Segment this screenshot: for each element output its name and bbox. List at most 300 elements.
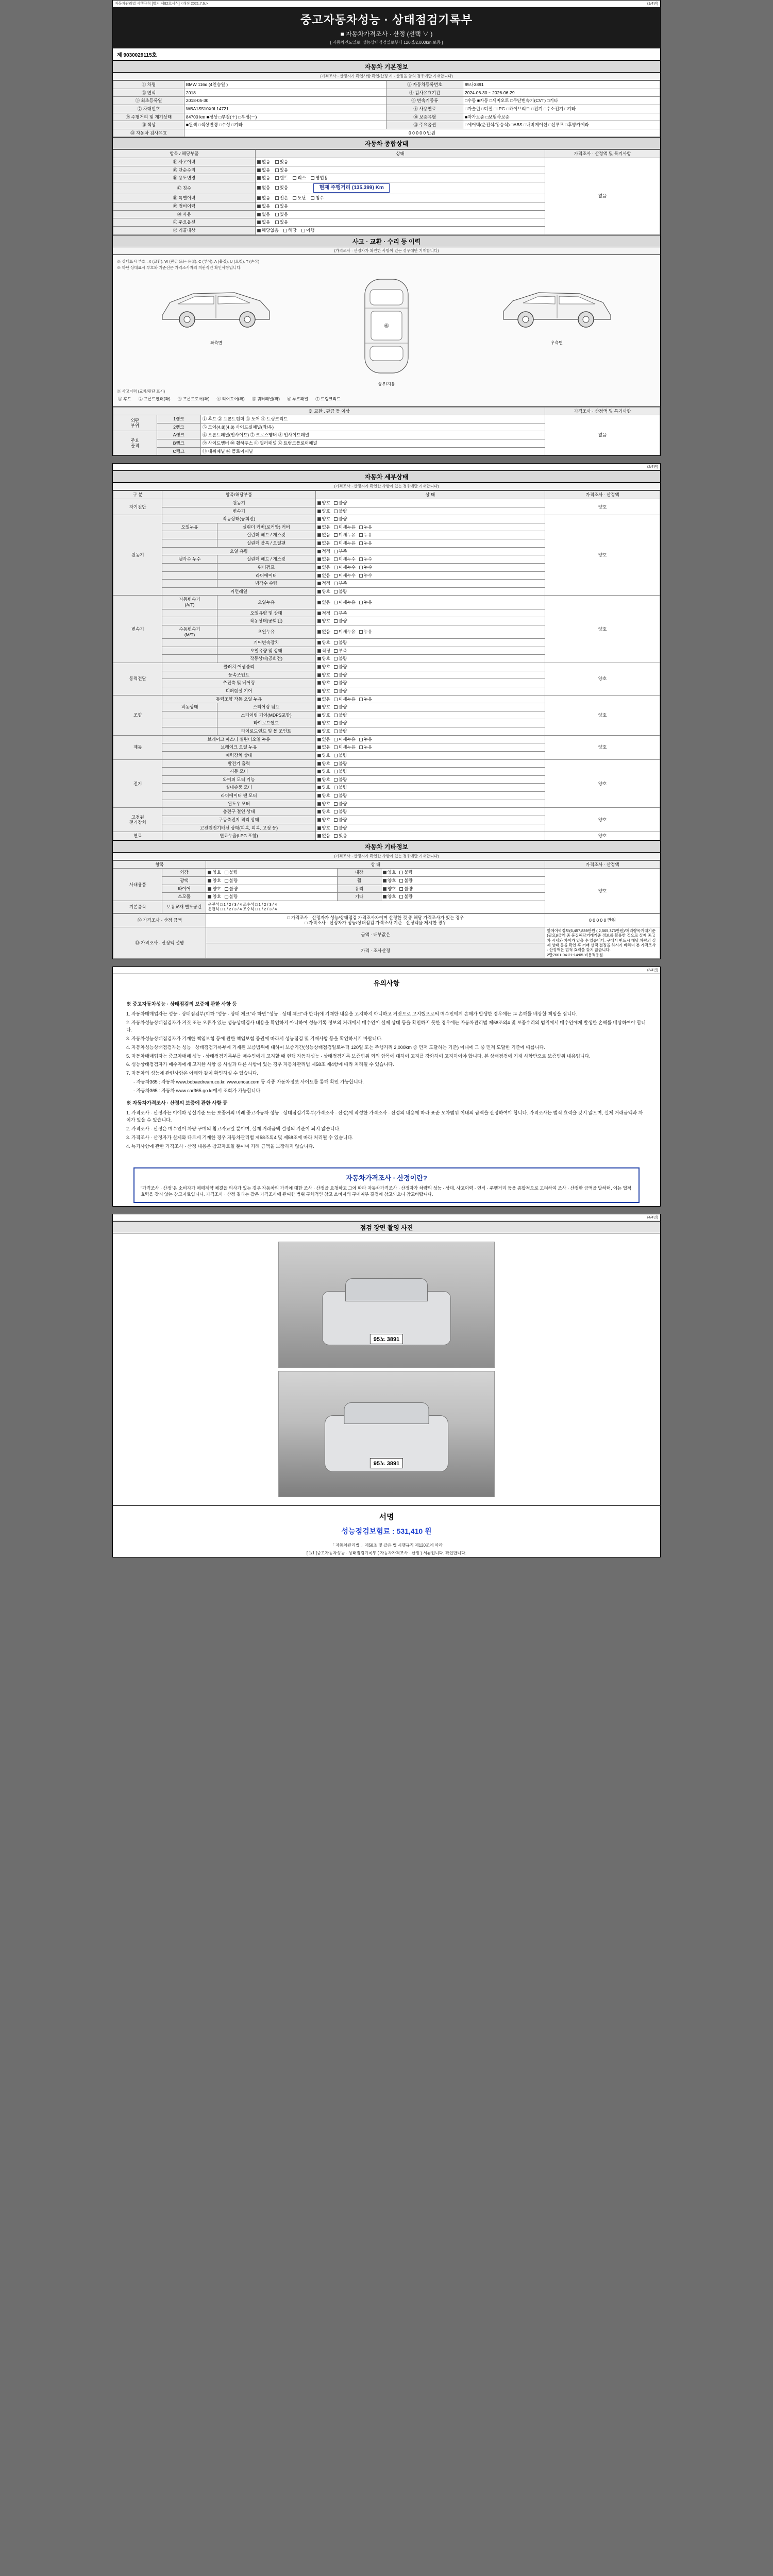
checkbox-icon[interactable] xyxy=(317,517,321,521)
checkbox-option[interactable] xyxy=(399,878,412,884)
checkbox-option[interactable] xyxy=(275,167,288,173)
detail-state-options[interactable] xyxy=(315,703,545,711)
detail-state-options[interactable] xyxy=(315,655,545,663)
checkbox-option[interactable] xyxy=(334,524,356,530)
checkbox-icon[interactable] xyxy=(317,566,321,569)
checkbox-option[interactable] xyxy=(275,219,288,225)
checkbox-option[interactable] xyxy=(334,761,347,767)
checkbox-icon[interactable] xyxy=(334,802,338,806)
checkbox-option[interactable] xyxy=(317,581,330,586)
overall-item-opts-1[interactable] xyxy=(255,166,545,174)
overall-item-opts-0[interactable] xyxy=(255,158,545,166)
detail-state-options[interactable] xyxy=(315,596,545,609)
checkbox-option[interactable] xyxy=(317,573,330,579)
checkbox-option[interactable] xyxy=(317,713,330,718)
checkbox-option[interactable] xyxy=(317,737,330,742)
checkbox-icon[interactable] xyxy=(317,778,321,782)
checkbox-icon[interactable] xyxy=(359,566,363,569)
checkbox-option[interactable] xyxy=(317,640,330,646)
etc-item-options-2[interactable] xyxy=(381,893,545,901)
checkbox-icon[interactable] xyxy=(208,879,211,883)
detail-state-options[interactable] xyxy=(315,768,545,776)
checkbox-option[interactable] xyxy=(383,878,396,884)
checkbox-icon[interactable] xyxy=(317,698,321,701)
checkbox-icon[interactable] xyxy=(293,196,296,200)
checkbox-icon[interactable] xyxy=(275,186,279,190)
checkbox-icon[interactable] xyxy=(399,871,403,874)
checkbox-icon[interactable] xyxy=(275,213,279,216)
checkbox-icon[interactable] xyxy=(317,526,321,529)
detail-state-options[interactable] xyxy=(315,539,545,548)
checkbox-option[interactable] xyxy=(334,540,356,546)
checkbox-icon[interactable] xyxy=(383,895,386,899)
checkbox-option[interactable] xyxy=(225,870,238,875)
checkbox-option[interactable] xyxy=(334,664,347,670)
checkbox-icon[interactable] xyxy=(334,619,338,623)
checkbox-icon[interactable] xyxy=(225,895,228,899)
checkbox-option[interactable] xyxy=(257,175,270,181)
checkbox-icon[interactable] xyxy=(334,665,338,669)
etc-item-options-2[interactable] xyxy=(381,869,545,877)
checkbox-option[interactable] xyxy=(359,556,372,562)
checkbox-option[interactable] xyxy=(334,833,347,839)
checkbox-option[interactable] xyxy=(334,549,347,554)
checkbox-icon[interactable] xyxy=(317,665,321,669)
checkbox-icon[interactable] xyxy=(311,176,314,180)
checkbox-option[interactable] xyxy=(317,532,330,538)
detail-state-options[interactable] xyxy=(315,507,545,515)
checkbox-icon[interactable] xyxy=(399,887,403,891)
checkbox-option[interactable] xyxy=(359,600,372,605)
checkbox-icon[interactable] xyxy=(311,196,314,200)
checkbox-option[interactable] xyxy=(359,737,372,742)
detail-state-options[interactable] xyxy=(315,587,545,596)
checkbox-icon[interactable] xyxy=(334,738,338,741)
checkbox-icon[interactable] xyxy=(334,778,338,782)
checkbox-option[interactable] xyxy=(208,886,221,892)
checkbox-option[interactable] xyxy=(359,697,372,702)
checkbox-option[interactable] xyxy=(359,629,372,635)
checkbox-option[interactable] xyxy=(283,228,296,233)
overall-item-opts-2[interactable] xyxy=(255,174,545,182)
detail-state-options[interactable] xyxy=(315,625,545,638)
checkbox-icon[interactable] xyxy=(275,168,279,172)
checkbox-option[interactable] xyxy=(317,509,330,514)
checkbox-icon[interactable] xyxy=(359,698,363,701)
checkbox-option[interactable] xyxy=(334,600,356,605)
checkbox-icon[interactable] xyxy=(334,582,338,585)
checkbox-option[interactable] xyxy=(317,648,330,654)
checkbox-option[interactable] xyxy=(257,204,270,209)
checkbox-option[interactable] xyxy=(208,878,221,884)
checkbox-option[interactable] xyxy=(275,204,288,209)
checkbox-option[interactable] xyxy=(383,886,396,892)
checkbox-icon[interactable] xyxy=(334,818,338,822)
checkbox-option[interactable] xyxy=(317,704,330,710)
checkbox-icon[interactable] xyxy=(334,770,338,773)
checkbox-option[interactable] xyxy=(334,825,347,831)
checkbox-icon[interactable] xyxy=(334,826,338,830)
checkbox-icon[interactable] xyxy=(359,574,363,578)
checkbox-option[interactable] xyxy=(317,761,330,767)
etc-item-options[interactable] xyxy=(206,877,338,885)
checkbox-option[interactable] xyxy=(334,728,347,734)
checkbox-icon[interactable] xyxy=(334,649,338,653)
checkbox-icon[interactable] xyxy=(317,601,321,604)
detail-state-options[interactable] xyxy=(315,792,545,800)
detail-state-options[interactable] xyxy=(315,499,545,507)
detail-state-options[interactable] xyxy=(315,759,545,768)
checkbox-option[interactable] xyxy=(317,524,330,530)
checkbox-icon[interactable] xyxy=(334,810,338,814)
detail-state-options[interactable] xyxy=(315,515,545,523)
checkbox-icon[interactable] xyxy=(334,745,338,749)
checkbox-icon[interactable] xyxy=(334,681,338,685)
checkbox-option[interactable] xyxy=(334,785,347,790)
price-check-2[interactable]: □ 가격조사 · 산정자가 성능/상태점검 가격조사 기준 · 산정액을 제시한 경우 xyxy=(305,920,447,926)
checkbox-icon[interactable] xyxy=(283,229,287,232)
checkbox-icon[interactable] xyxy=(317,582,321,585)
checkbox-option[interactable] xyxy=(275,159,288,165)
checkbox-option[interactable] xyxy=(334,581,347,586)
checkbox-icon[interactable] xyxy=(257,160,261,164)
checkbox-icon[interactable] xyxy=(317,673,321,677)
checkbox-icon[interactable] xyxy=(257,229,261,232)
checkbox-icon[interactable] xyxy=(399,879,403,883)
checkbox-icon[interactable] xyxy=(317,574,321,578)
checkbox-icon[interactable] xyxy=(317,721,321,725)
checkbox-option[interactable] xyxy=(257,212,270,217)
detail-state-options[interactable] xyxy=(315,571,545,580)
checkbox-icon[interactable] xyxy=(317,705,321,709)
checkbox-icon[interactable] xyxy=(293,176,296,180)
checkbox-option[interactable] xyxy=(334,589,347,595)
checkbox-icon[interactable] xyxy=(317,786,321,789)
checkbox-option[interactable] xyxy=(334,809,347,815)
checkbox-icon[interactable] xyxy=(208,887,211,891)
detail-state-options[interactable] xyxy=(315,719,545,727)
checkbox-icon[interactable] xyxy=(257,213,261,216)
checkbox-icon[interactable] xyxy=(317,590,321,594)
checkbox-option[interactable] xyxy=(257,167,270,173)
checkbox-icon[interactable] xyxy=(225,887,228,891)
checkbox-icon[interactable] xyxy=(334,526,338,529)
checkbox-option[interactable] xyxy=(317,516,330,522)
checkbox-icon[interactable] xyxy=(317,510,321,513)
detail-state-options[interactable] xyxy=(315,800,545,808)
checkbox-option[interactable] xyxy=(225,894,238,900)
checkbox-icon[interactable] xyxy=(334,714,338,717)
checkbox-icon[interactable] xyxy=(334,550,338,553)
checkbox-option[interactable] xyxy=(293,175,306,181)
checkbox-option[interactable] xyxy=(275,175,288,181)
checkbox-icon[interactable] xyxy=(317,533,321,537)
checkbox-option[interactable] xyxy=(317,720,330,726)
checkbox-option[interactable] xyxy=(334,532,356,538)
checkbox-icon[interactable] xyxy=(208,895,211,899)
checkbox-icon[interactable] xyxy=(317,738,321,741)
checkbox-option[interactable] xyxy=(317,744,330,750)
checkbox-option[interactable] xyxy=(399,886,412,892)
checkbox-option[interactable] xyxy=(334,516,347,522)
checkbox-icon[interactable] xyxy=(334,612,338,615)
checkbox-icon[interactable] xyxy=(334,566,338,569)
checkbox-option[interactable] xyxy=(334,509,347,514)
checkbox-option[interactable] xyxy=(383,870,396,875)
checkbox-option[interactable] xyxy=(334,556,356,562)
checkbox-option[interactable] xyxy=(257,185,270,191)
checkbox-option[interactable] xyxy=(317,540,330,546)
checkbox-icon[interactable] xyxy=(275,221,279,224)
checkbox-icon[interactable] xyxy=(334,786,338,789)
checkbox-option[interactable] xyxy=(317,600,330,605)
checkbox-icon[interactable] xyxy=(334,754,338,757)
detail-state-options[interactable] xyxy=(315,609,545,617)
etc-item-options[interactable] xyxy=(206,893,338,901)
checkbox-option[interactable] xyxy=(359,565,372,570)
checkbox-option[interactable] xyxy=(317,817,330,823)
checkbox-icon[interactable] xyxy=(225,879,228,883)
checkbox-option[interactable] xyxy=(334,629,356,635)
checkbox-icon[interactable] xyxy=(359,745,363,749)
checkbox-option[interactable] xyxy=(334,801,347,807)
checkbox-option[interactable] xyxy=(317,672,330,678)
checkbox-icon[interactable] xyxy=(334,590,338,594)
checkbox-option[interactable] xyxy=(334,680,347,686)
checkbox-icon[interactable] xyxy=(334,517,338,521)
checkbox-icon[interactable] xyxy=(317,818,321,822)
checkbox-icon[interactable] xyxy=(257,221,261,224)
checkbox-icon[interactable] xyxy=(399,895,403,899)
checkbox-option[interactable] xyxy=(334,618,347,624)
checkbox-icon[interactable] xyxy=(225,871,228,874)
checkbox-option[interactable] xyxy=(334,611,347,616)
checkbox-option[interactable] xyxy=(334,817,347,823)
checkbox-icon[interactable] xyxy=(334,762,338,766)
checkbox-icon[interactable] xyxy=(334,673,338,677)
checkbox-icon[interactable] xyxy=(317,762,321,766)
checkbox-icon[interactable] xyxy=(334,630,338,634)
checkbox-option[interactable] xyxy=(383,894,396,900)
checkbox-icon[interactable] xyxy=(317,501,321,505)
checkbox-option[interactable] xyxy=(359,540,372,546)
checkbox-option[interactable] xyxy=(208,870,221,875)
checkbox-option[interactable] xyxy=(317,656,330,662)
checkbox-option[interactable] xyxy=(317,785,330,790)
checkbox-icon[interactable] xyxy=(334,501,338,505)
checkbox-option[interactable] xyxy=(275,212,288,217)
checkbox-icon[interactable] xyxy=(334,601,338,604)
checkbox-option[interactable] xyxy=(311,195,324,201)
checkbox-option[interactable] xyxy=(334,713,347,718)
checkbox-option[interactable] xyxy=(317,611,330,616)
checkbox-icon[interactable] xyxy=(257,186,261,190)
checkbox-option[interactable] xyxy=(317,801,330,807)
checkbox-icon[interactable] xyxy=(317,745,321,749)
checkbox-icon[interactable] xyxy=(317,550,321,553)
detail-state-options[interactable] xyxy=(315,687,545,695)
checkbox-option[interactable] xyxy=(334,640,347,646)
checkbox-option[interactable] xyxy=(301,228,314,233)
checkbox-icon[interactable] xyxy=(317,619,321,623)
price-check-1[interactable]: □ 가격조사 · 산정자가 성능/상태점검 가격조사자이며 산정한 것 중 해당 가격조사가 있는 경우 xyxy=(287,914,464,920)
etc-item-options-2[interactable] xyxy=(381,885,545,893)
checkbox-option[interactable] xyxy=(359,532,372,538)
checkbox-option[interactable] xyxy=(334,688,347,694)
checkbox-option[interactable] xyxy=(334,704,347,710)
checkbox-icon[interactable] xyxy=(359,601,363,604)
checkbox-option[interactable] xyxy=(334,737,356,742)
checkbox-option[interactable] xyxy=(334,672,347,678)
checkbox-option[interactable] xyxy=(257,228,279,233)
checkbox-option[interactable] xyxy=(208,894,221,900)
checkbox-icon[interactable] xyxy=(334,533,338,537)
checkbox-option[interactable] xyxy=(334,500,347,506)
checkbox-icon[interactable] xyxy=(317,730,321,733)
checkbox-option[interactable] xyxy=(334,753,347,758)
detail-state-options[interactable] xyxy=(315,679,545,687)
checkbox-icon[interactable] xyxy=(317,689,321,693)
detail-state-options[interactable] xyxy=(315,617,545,625)
checkbox-option[interactable] xyxy=(275,195,288,201)
checkbox-icon[interactable] xyxy=(257,168,261,172)
detail-state-options[interactable] xyxy=(315,531,545,539)
checkbox-option[interactable] xyxy=(334,565,356,570)
checkbox-option[interactable] xyxy=(334,720,347,726)
detail-state-options[interactable] xyxy=(315,523,545,531)
checkbox-icon[interactable] xyxy=(334,794,338,798)
checkbox-option[interactable] xyxy=(399,894,412,900)
checkbox-icon[interactable] xyxy=(275,160,279,164)
checkbox-icon[interactable] xyxy=(317,754,321,757)
checkbox-option[interactable] xyxy=(317,728,330,734)
checkbox-option[interactable] xyxy=(399,870,412,875)
detail-state-options[interactable] xyxy=(315,671,545,679)
etc-item-options[interactable] xyxy=(206,885,338,893)
checkbox-icon[interactable] xyxy=(334,689,338,693)
checkbox-icon[interactable] xyxy=(334,641,338,645)
checkbox-icon[interactable] xyxy=(275,196,279,200)
checkbox-option[interactable] xyxy=(317,500,330,506)
checkbox-icon[interactable] xyxy=(359,541,363,545)
checkbox-icon[interactable] xyxy=(317,802,321,806)
checkbox-option[interactable] xyxy=(317,629,330,635)
checkbox-icon[interactable] xyxy=(317,681,321,685)
checkbox-option[interactable] xyxy=(317,753,330,758)
checkbox-icon[interactable] xyxy=(275,176,279,180)
checkbox-icon[interactable] xyxy=(383,879,386,883)
checkbox-option[interactable] xyxy=(311,175,328,181)
checkbox-icon[interactable] xyxy=(359,557,363,561)
checkbox-icon[interactable] xyxy=(208,871,211,874)
overall-item-opts-5[interactable] xyxy=(255,202,545,211)
checkbox-icon[interactable] xyxy=(334,541,338,545)
checkbox-icon[interactable] xyxy=(257,196,261,200)
detail-state-options[interactable] xyxy=(315,775,545,784)
checkbox-option[interactable] xyxy=(317,769,330,774)
checkbox-option[interactable] xyxy=(225,886,238,892)
etc-item-options-2[interactable] xyxy=(381,877,545,885)
checkbox-option[interactable] xyxy=(317,618,330,624)
overall-item-opts-3[interactable] xyxy=(255,182,545,194)
checkbox-icon[interactable] xyxy=(334,574,338,578)
checkbox-option[interactable] xyxy=(317,793,330,799)
checkbox-icon[interactable] xyxy=(317,714,321,717)
checkbox-option[interactable] xyxy=(257,195,270,201)
checkbox-icon[interactable] xyxy=(334,730,338,733)
checkbox-option[interactable] xyxy=(317,589,330,595)
checkbox-icon[interactable] xyxy=(317,826,321,830)
checkbox-icon[interactable] xyxy=(317,612,321,615)
detail-state-options[interactable] xyxy=(315,727,545,736)
checkbox-option[interactable] xyxy=(225,878,238,884)
checkbox-option[interactable] xyxy=(359,573,372,579)
detail-state-options[interactable] xyxy=(315,816,545,824)
checkbox-icon[interactable] xyxy=(334,834,338,838)
checkbox-option[interactable] xyxy=(334,656,347,662)
detail-state-options[interactable] xyxy=(315,832,545,840)
overall-item-opts-7[interactable] xyxy=(255,218,545,227)
checkbox-option[interactable] xyxy=(317,697,330,702)
detail-state-options[interactable] xyxy=(315,647,545,655)
checkbox-option[interactable] xyxy=(317,565,330,570)
checkbox-option[interactable] xyxy=(334,793,347,799)
checkbox-icon[interactable] xyxy=(317,541,321,545)
checkbox-option[interactable] xyxy=(334,769,347,774)
checkbox-icon[interactable] xyxy=(257,205,261,208)
checkbox-option[interactable] xyxy=(334,777,347,783)
detail-state-options[interactable] xyxy=(315,735,545,743)
detail-state-options[interactable] xyxy=(315,711,545,719)
detail-state-options[interactable] xyxy=(315,751,545,759)
checkbox-icon[interactable] xyxy=(359,533,363,537)
checkbox-icon[interactable] xyxy=(317,657,321,660)
checkbox-option[interactable] xyxy=(317,809,330,815)
checkbox-option[interactable] xyxy=(334,573,356,579)
checkbox-option[interactable] xyxy=(257,219,270,225)
detail-state-options[interactable] xyxy=(315,695,545,703)
detail-state-options[interactable] xyxy=(315,639,545,647)
checkbox-option[interactable] xyxy=(317,549,330,554)
checkbox-icon[interactable] xyxy=(317,641,321,645)
checkbox-option[interactable] xyxy=(317,833,330,839)
detail-state-options[interactable] xyxy=(315,824,545,832)
checkbox-icon[interactable] xyxy=(317,649,321,653)
checkbox-option[interactable] xyxy=(317,556,330,562)
checkbox-icon[interactable] xyxy=(317,770,321,773)
checkbox-icon[interactable] xyxy=(334,557,338,561)
detail-state-options[interactable] xyxy=(315,743,545,752)
checkbox-option[interactable] xyxy=(317,680,330,686)
detail-state-options[interactable] xyxy=(315,547,545,555)
checkbox-option[interactable] xyxy=(317,664,330,670)
checkbox-option[interactable] xyxy=(334,697,356,702)
checkbox-option[interactable] xyxy=(359,744,372,750)
checkbox-icon[interactable] xyxy=(334,510,338,513)
detail-state-options[interactable] xyxy=(315,808,545,816)
checkbox-icon[interactable] xyxy=(317,794,321,798)
checkbox-icon[interactable] xyxy=(301,229,305,232)
checkbox-option[interactable] xyxy=(293,195,306,201)
checkbox-icon[interactable] xyxy=(317,834,321,838)
overall-item-opts-8[interactable] xyxy=(255,226,545,234)
checkbox-option[interactable] xyxy=(275,185,288,191)
checkbox-icon[interactable] xyxy=(359,526,363,529)
overall-item-opts-6[interactable] xyxy=(255,210,545,218)
checkbox-icon[interactable] xyxy=(317,557,321,561)
checkbox-icon[interactable] xyxy=(359,738,363,741)
checkbox-icon[interactable] xyxy=(334,657,338,660)
